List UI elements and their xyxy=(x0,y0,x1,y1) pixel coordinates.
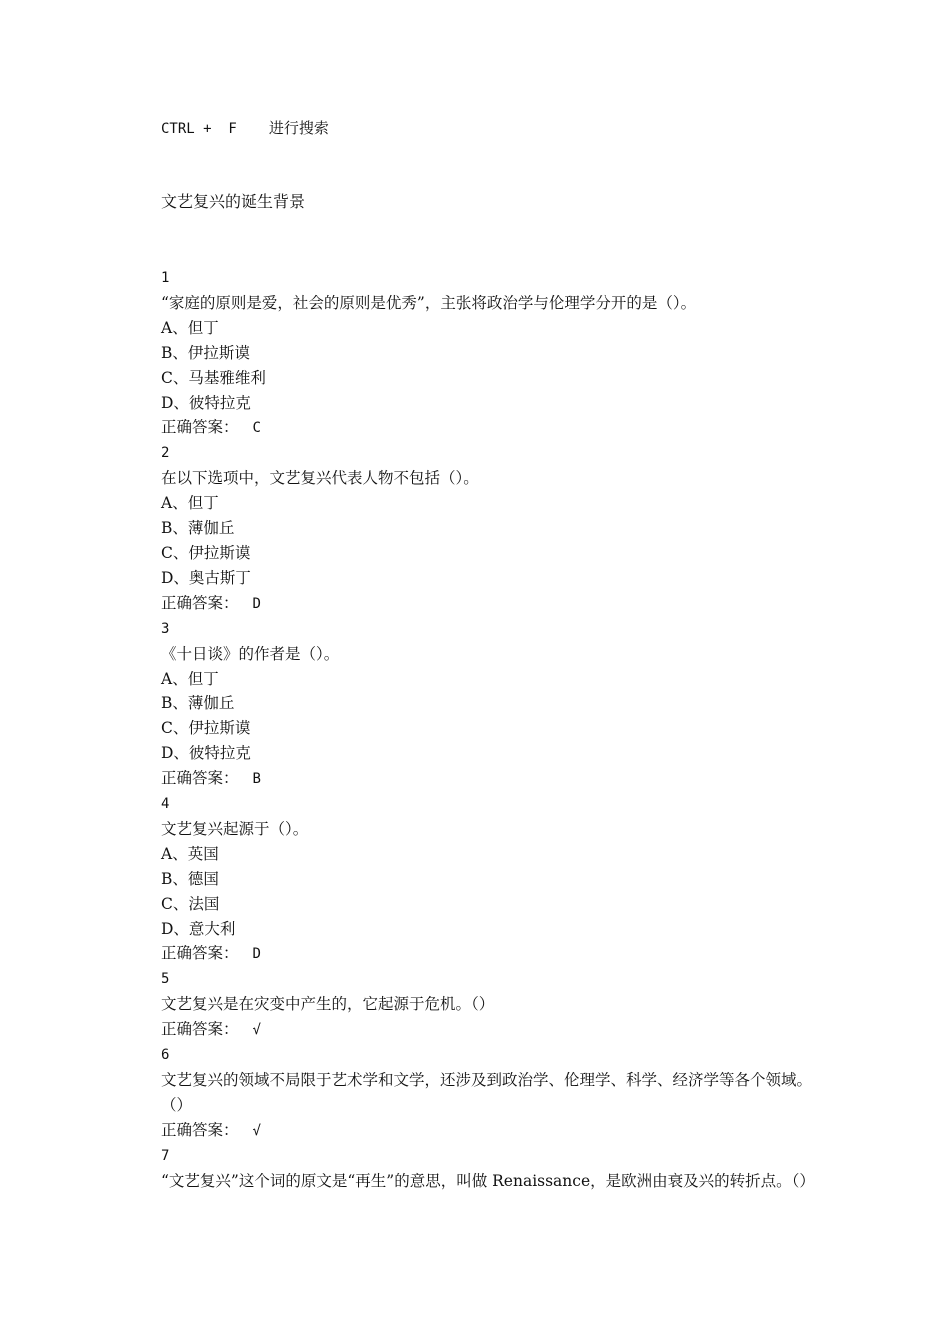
answer-line xyxy=(161,415,821,441)
option-d: D、意大利 xyxy=(161,919,236,938)
option-a: A、但丁 xyxy=(161,494,219,513)
answer-label: 正确答案： xyxy=(161,769,239,788)
option-c: C、法国 xyxy=(161,894,220,913)
question-number: 2 xyxy=(161,445,170,462)
answer-label: 正确答案： xyxy=(161,418,239,437)
option-b: B、德国 xyxy=(161,869,219,888)
question-number: 5 xyxy=(161,971,170,988)
question-text: 《十日谈》的作者是（）。 xyxy=(161,644,340,663)
option-d: D、彼特拉克 xyxy=(161,393,251,412)
question-text: 文艺复兴是在灾变中产生的，它起源于危机。（） xyxy=(161,995,495,1014)
answer-line xyxy=(161,1118,821,1144)
option-a: A、但丁 xyxy=(161,669,219,688)
question-number: 3 xyxy=(161,620,170,637)
question-text: 文艺复兴的领域不局限于艺术学和文学，还涉及到政治学、伦理学、科学、经济学等各个领域。（） xyxy=(161,1071,813,1114)
search-hint xyxy=(161,117,329,140)
search-hint-text: 进行搜索 xyxy=(268,119,329,137)
option-d: D、彼特拉克 xyxy=(161,744,251,763)
question-text: 在以下选项中，文艺复兴代表人物不包括（）。 xyxy=(161,469,479,488)
option-c: C、伊拉斯谟 xyxy=(161,719,251,738)
option-a: A、但丁 xyxy=(161,318,219,337)
option-c: C、马基雅维利 xyxy=(161,368,266,387)
option-b: B、伊拉斯谟 xyxy=(161,343,250,362)
answer-label: 正确答案： xyxy=(161,593,239,612)
option-a: A、英国 xyxy=(161,844,219,863)
answer-value: B xyxy=(252,771,261,788)
answer-value: √ xyxy=(252,1022,261,1039)
question-number: 4 xyxy=(161,796,170,813)
question-number: 7 xyxy=(161,1147,170,1164)
answer-value: D xyxy=(252,595,261,612)
answer-label: 正确答案： xyxy=(161,1120,239,1139)
answer-line xyxy=(161,941,821,967)
question-number: 1 xyxy=(161,270,170,286)
answer-label: 正确答案： xyxy=(161,1020,239,1039)
question-text: “家庭的原则是爱，社会的原则是优秀”，主张将政治学与伦理学分开的是（）。 xyxy=(161,293,697,312)
option-b: B、薄伽丘 xyxy=(161,694,235,713)
answer-line xyxy=(161,766,821,792)
answer-line xyxy=(161,1017,821,1043)
option-b: B、薄伽丘 xyxy=(161,519,235,538)
answer-line xyxy=(161,591,821,617)
answer-label: 正确答案： xyxy=(161,944,239,963)
question-text: “文艺复兴”这个词的原文是“再生”的意思，叫做 Renaissance，是欧洲由衰及兴的转折点。（） xyxy=(161,1171,815,1190)
question-number: 6 xyxy=(161,1047,170,1064)
option-d: D、奥古斯丁 xyxy=(161,568,251,587)
answer-value: C xyxy=(252,420,261,437)
option-c: C、伊拉斯谟 xyxy=(161,543,251,562)
answer-value: √ xyxy=(252,1122,261,1139)
question-list xyxy=(161,266,821,1194)
search-shortcut-keys: CTRL + F xyxy=(161,121,237,137)
question-text: 文艺复兴起源于（）。 xyxy=(161,819,309,838)
section-title: 文艺复兴的诞生背景 xyxy=(161,192,306,211)
answer-value: D xyxy=(252,946,261,963)
